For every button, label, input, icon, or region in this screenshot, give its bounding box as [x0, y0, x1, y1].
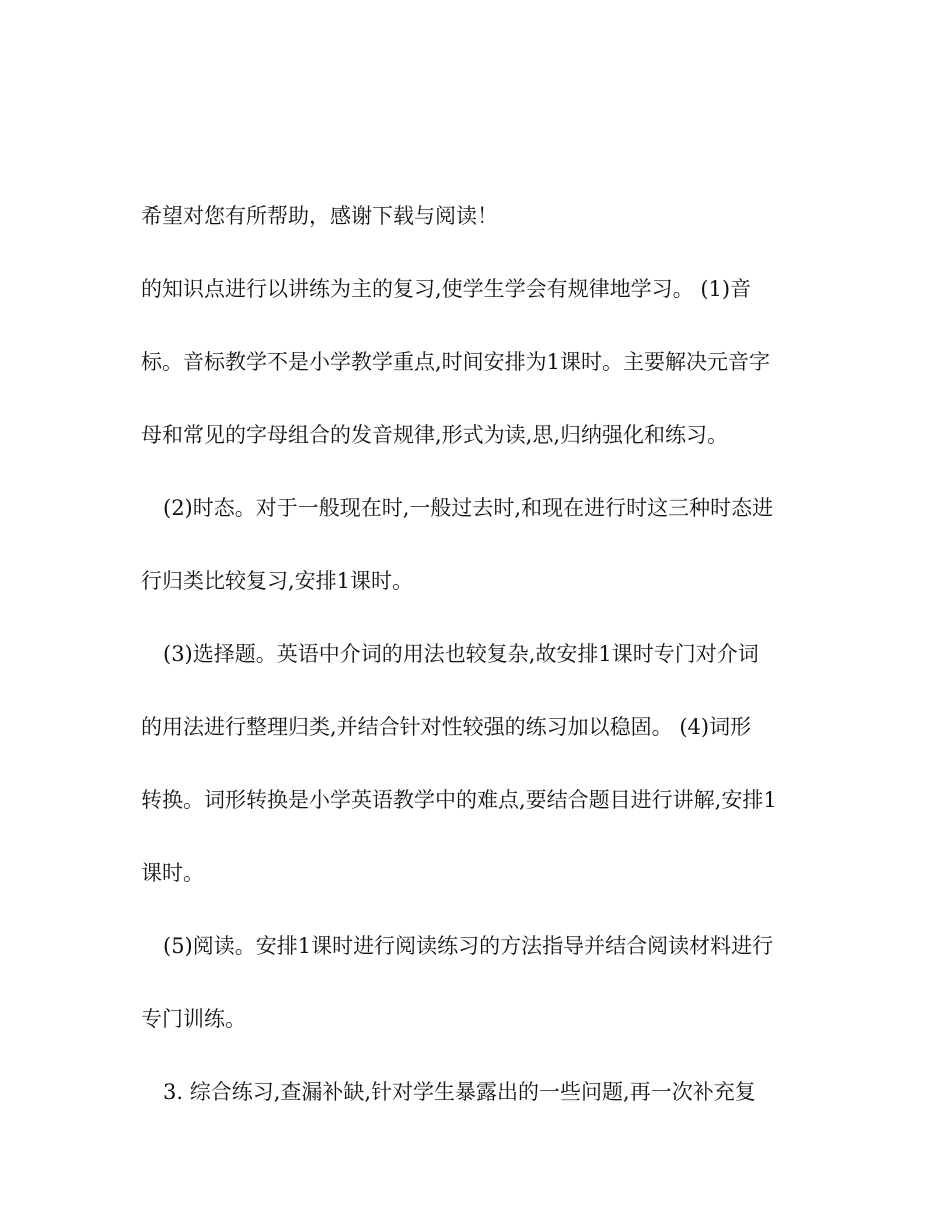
text-line-section-3: 3. 综合练习,查漏补缺,针对学生暴露出的一些问题,再一次补充复: [163, 1080, 756, 1104]
text-line: 的知识点进行以讲练为主的复习,使学生学会有规律地学习。 (1)音: [141, 277, 752, 301]
text-line-reading-item: (5)阅读。安排1课时进行阅读练习的方法指导并结合阅读材料进行: [163, 934, 774, 958]
text-line: 专门训练。: [141, 1007, 246, 1031]
text-line-tense-item: (2)时态。对于一般现在时,一般过去时,和现在进行时这三种时态进: [163, 496, 774, 520]
text-line-closing-note: 希望对您有所帮助，感谢下载与阅读！: [141, 204, 498, 228]
text-line: 标。音标教学不是小学教学重点,时间安排为1课时。主要解决元音字: [141, 350, 771, 374]
text-line: 转换。词形转换是小学英语教学中的难点,要结合题目进行讲解,安排1: [141, 788, 777, 812]
text-line-choice-item: (3)选择题。英语中介词的用法也较复杂,故安排1课时专门对介词: [163, 642, 759, 666]
text-line: 课时。: [141, 861, 204, 885]
text-line: 的用法进行整理归类,并结合针对性较强的练习加以稳固。 (4)词形: [141, 715, 752, 739]
text-line: 母和常见的字母组合的发音规律,形式为读,思,归纳强化和练习。: [141, 423, 729, 447]
text-line: 行归类比较复习,安排1课时。: [141, 569, 414, 593]
